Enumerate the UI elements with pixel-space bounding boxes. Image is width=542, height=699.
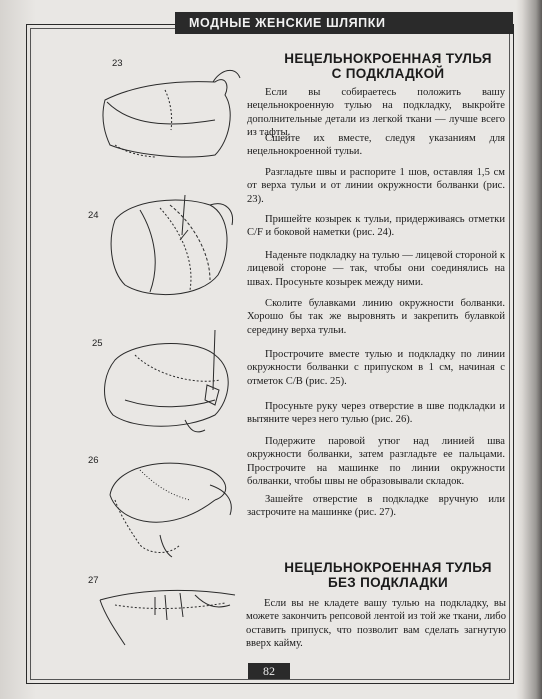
section-2-paragraph-1: Если вы не кладете вашу тулью на подкладку, вы можете закончить репсовой лентой из той же ткани, либо оставить припуск, что позволит вам сделать загнутую вверх кайму. <box>246 598 506 650</box>
figure-label-25: 25 <box>92 338 103 349</box>
running-header: МОДНЫЕ ЖЕНСКИЕ ШЛЯПКИ <box>175 12 513 34</box>
figure-label-26: 26 <box>88 455 99 466</box>
paragraph-8: Просуньте руку через отверстие в шве подкладки и вытяните через него тулью (рис. 26). <box>247 401 505 426</box>
paragraph-5: Наденьте подкладку на тулью — лицевой стороной к лицевой стороне — так, чтобы они соединялись на швах. Просуньте козырек между ними. <box>247 250 505 288</box>
page-number: 82 <box>248 663 290 679</box>
section-2-title-line-2: БЕЗ ПОДКЛАДКИ <box>328 575 448 590</box>
paragraph-7: Прострочите вместе тулью и подкладку по линии окружности болванки с припуском в 1 см, начиная с отметок C/B (рис. 25). <box>247 349 505 387</box>
figure-27-illustration <box>95 575 245 660</box>
paragraph-10: Зашейте отверстие в подкладке вручную или застрочите на машинке (рис. 27). <box>247 494 505 519</box>
figure-24-illustration <box>100 180 240 310</box>
figure-label-27: 27 <box>88 575 99 586</box>
figure-25-illustration <box>95 330 245 440</box>
paragraph-4: Пришейте козырек к тульи, придерживаясь отметки C/F и боковой наметки (рис. 24). <box>247 214 505 239</box>
page-right-edge <box>516 0 542 699</box>
section-1-title-line-1: НЕЦЕЛЬНОКРОЕННАЯ ТУЛЬЯ <box>284 51 492 66</box>
paragraph-6: Сколите булавками линию окружности болванки. Хорошо бы так же выровнять и закрепить булавкой середину верха тульи. <box>247 298 505 336</box>
figure-23-illustration <box>95 60 245 170</box>
figure-26-illustration <box>100 445 240 560</box>
section-2-title-line-1: НЕЦЕЛЬНОКРОЕННАЯ ТУЛЬЯ <box>284 560 492 575</box>
figure-label-24: 24 <box>88 210 99 221</box>
section-1-title-line-2: С ПОДКЛАДКОЙ <box>331 66 445 81</box>
paragraph-3: Разгладьте швы и распорите 1 шов, оставляя 1,5 см от верха тульи и от линии окружности болванки (рис. 23). <box>247 167 505 205</box>
paragraph-2: Сшейте их вместе, следуя указаниям для нецельнокроенной тульи. <box>247 133 505 158</box>
paragraph-9: Подержите паровой утюг над линией шва окружности болванки, затем разгладьте ее пальцами. Прострочите на машинке по линии окружности болванки, чтобы швы не образовывали складок. <box>247 436 505 488</box>
paragraph-1: Если вы собираетесь положить вашу нецельнокроенную тулью на подкладку, выкройте дополнительные детали из легкой ткани — лучше всего из тафты. <box>247 87 505 139</box>
figure-label-23: 23 <box>112 58 123 69</box>
